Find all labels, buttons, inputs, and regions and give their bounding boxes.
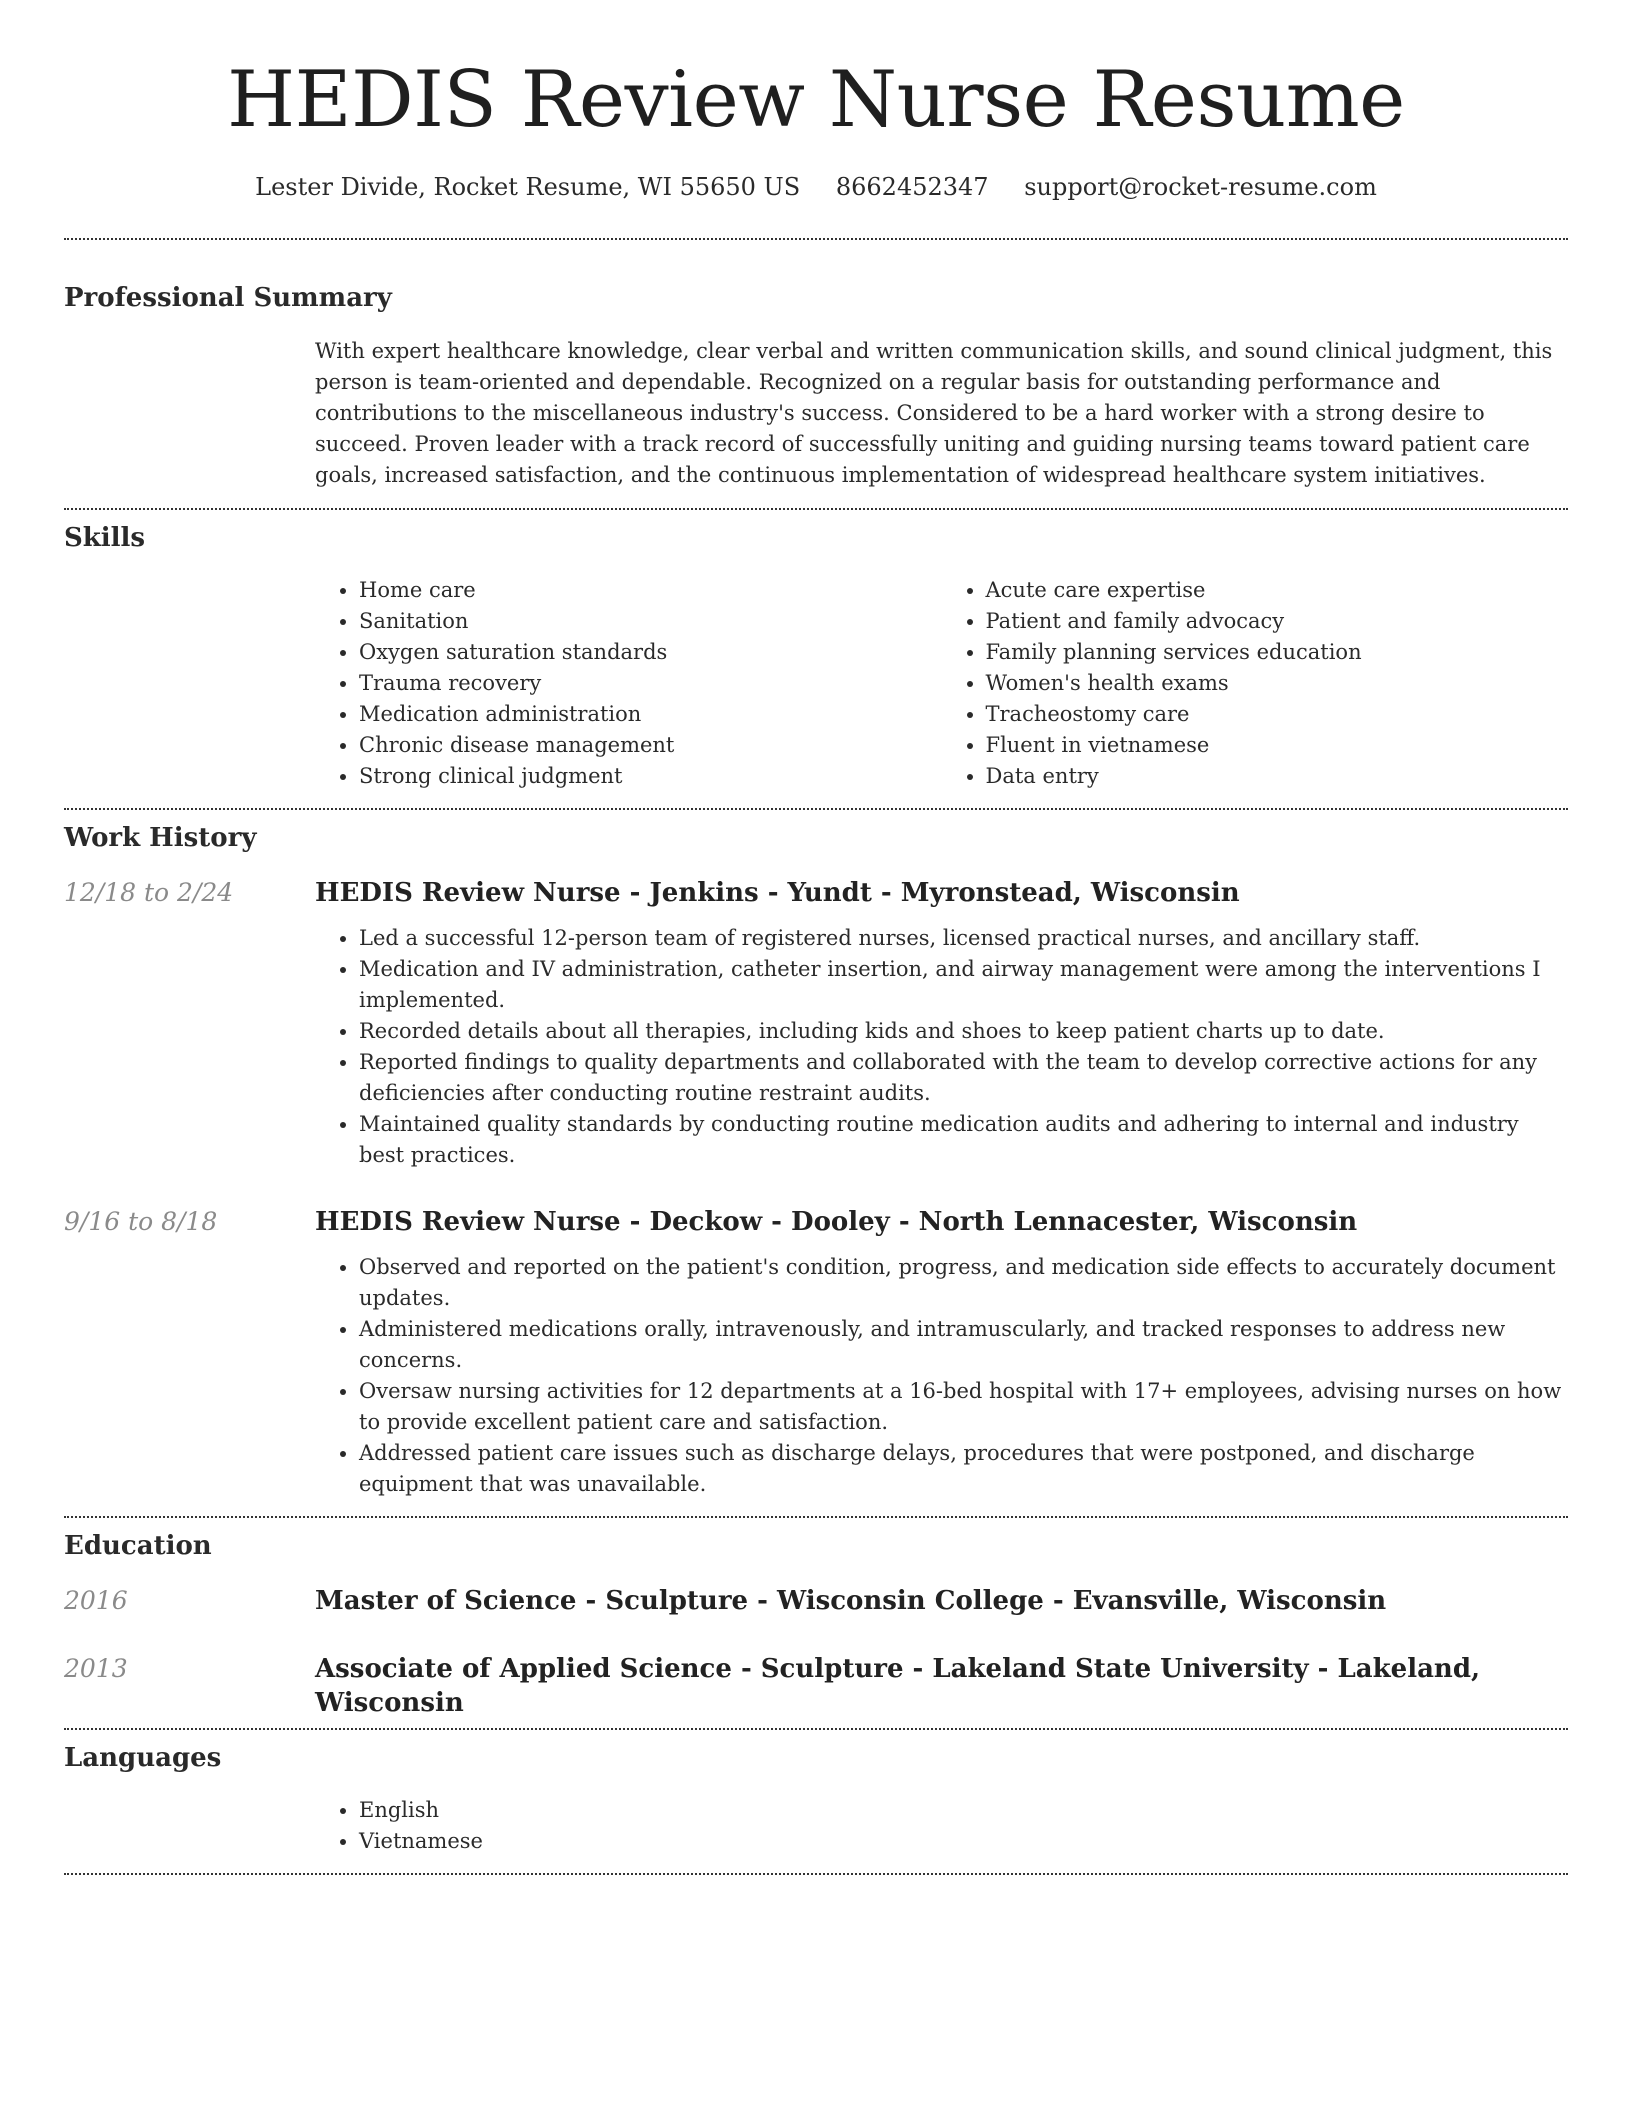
education-entry: [64, 1584, 1568, 1618]
contact-email: support@rocket-resume.com: [1024, 173, 1377, 201]
skill-item: • Sanitation: [359, 606, 942, 637]
education-heading: Education: [64, 1531, 212, 1561]
job-entry: [64, 1205, 1568, 1500]
skill-item: • Oxygen saturation standards: [359, 637, 942, 668]
education-section: [64, 1528, 1568, 1720]
summary-section: [64, 280, 1568, 491]
skill-item: • Data entry: [986, 761, 1569, 792]
languages-section: [64, 1740, 1568, 1857]
languages-heading: Languages: [64, 1743, 222, 1773]
job-title: HEDIS Review Nurse - Deckow - Dooley - North Lennacester, Wisconsin: [315, 1207, 1358, 1237]
skills-heading: Skills: [64, 523, 146, 553]
language-item: • English: [359, 1795, 1568, 1826]
languages-list: [315, 1795, 1568, 1857]
divider: [64, 1728, 1568, 1730]
job-bullet: • Medication and IV administration, catheter insertion, and airway management were among the interventions I implemented.: [359, 954, 1568, 1016]
job-bullet: • Observed and reported on the patient's condition, progress, and medication side effects to accurately document updates.: [359, 1252, 1568, 1314]
skill-item: • Patient and family advocacy: [986, 606, 1569, 637]
language-item: • Vietnamese: [359, 1826, 1568, 1857]
skill-item: • Women's health exams: [986, 668, 1569, 699]
divider: [64, 508, 1568, 510]
education-year: 2016: [64, 1586, 128, 1615]
skills-list-right: [942, 575, 1569, 792]
skill-item: • Family planning services education: [986, 637, 1569, 668]
resume-title: HEDIS Review Nurse Resume: [227, 55, 1405, 145]
summary-text: With expert healthcare knowledge, clear verbal and written communication skills, and sound clinical judgment, this person is team-oriented and dependable. Recognized on a regular basis for outstanding performance and contributions to the miscellaneous industry's success. Considered to be a hard worker with a strong desire to succeed. Proven leader with a track record of successfully uniting and guiding nursing teams toward patient care goals, increased satisfaction, and the continuous implementation of widespread healthcare system initiatives.: [315, 339, 1553, 487]
work-heading: Work History: [64, 823, 257, 853]
job-bullet: • Addressed patient care issues such as discharge delays, procedures that were postponed, and discharge equipment that was unavailable.: [359, 1438, 1568, 1500]
skill-item: • Strong clinical judgment: [359, 761, 942, 792]
job-bullet: • Oversaw nursing activities for 12 departments at a 16-bed hospital with 17+ employees, advising nurses on how to provide excellent patient care and satisfaction.: [359, 1376, 1568, 1438]
contact-address: Lester Divide, Rocket Resume, WI 55650 US: [255, 173, 801, 201]
skill-item: • Chronic disease management: [359, 730, 942, 761]
education-degree: Master of Science - Sculpture - Wisconsin College - Evansville, Wisconsin: [315, 1586, 1387, 1616]
divider: [64, 238, 1568, 240]
skill-item: • Medication administration: [359, 699, 942, 730]
job-bullet: • Administered medications orally, intravenously, and intramuscularly, and tracked responses to address new concerns.: [359, 1314, 1568, 1376]
divider: [64, 808, 1568, 810]
skill-item: • Trauma recovery: [359, 668, 942, 699]
job-dates: 9/16 to 8/18: [64, 1207, 218, 1236]
job-bullet: • Led a successful 12-person team of registered nurses, licensed practical nurses, and ancillary staff.: [359, 923, 1568, 954]
skills-list-left: [315, 575, 942, 792]
work-section: [64, 820, 1568, 1500]
job-bullet: • Reported findings to quality departments and collaborated with the team to develop corrective actions for any deficiencies after conducting routine restraint audits.: [359, 1047, 1568, 1109]
skill-item: • Home care: [359, 575, 942, 606]
resume-page: [64, 0, 1568, 1875]
job-title: HEDIS Review Nurse - Jenkins - Yundt - Myronstead, Wisconsin: [315, 878, 1240, 908]
contact-line: [64, 170, 1568, 204]
skill-item: • Fluent in vietnamese: [986, 730, 1569, 761]
job-bullets: [315, 1252, 1568, 1500]
summary-heading: Professional Summary: [64, 283, 392, 313]
job-bullet: • Maintained quality standards by conducting routine medication audits and adhering to internal and industry best practices.: [359, 1109, 1568, 1171]
skill-item: • Acute care expertise: [986, 575, 1569, 606]
divider: [64, 1873, 1568, 1875]
job-bullet: • Recorded details about all therapies, including kids and shoes to keep patient charts up to date.: [359, 1016, 1568, 1047]
job-entry: [64, 876, 1568, 1171]
skill-item: • Tracheostomy care: [986, 699, 1569, 730]
job-dates: 12/18 to 2/24: [64, 878, 234, 907]
contact-phone: 8662452347: [835, 173, 989, 201]
divider: [64, 1516, 1568, 1518]
skills-section: [64, 520, 1568, 792]
job-bullets: [315, 923, 1568, 1171]
education-degree: Associate of Applied Science - Sculpture - Lakeland State University - Lakeland, Wisconsin: [315, 1654, 1481, 1718]
education-year: 2013: [64, 1654, 128, 1683]
education-entry: [64, 1652, 1568, 1720]
